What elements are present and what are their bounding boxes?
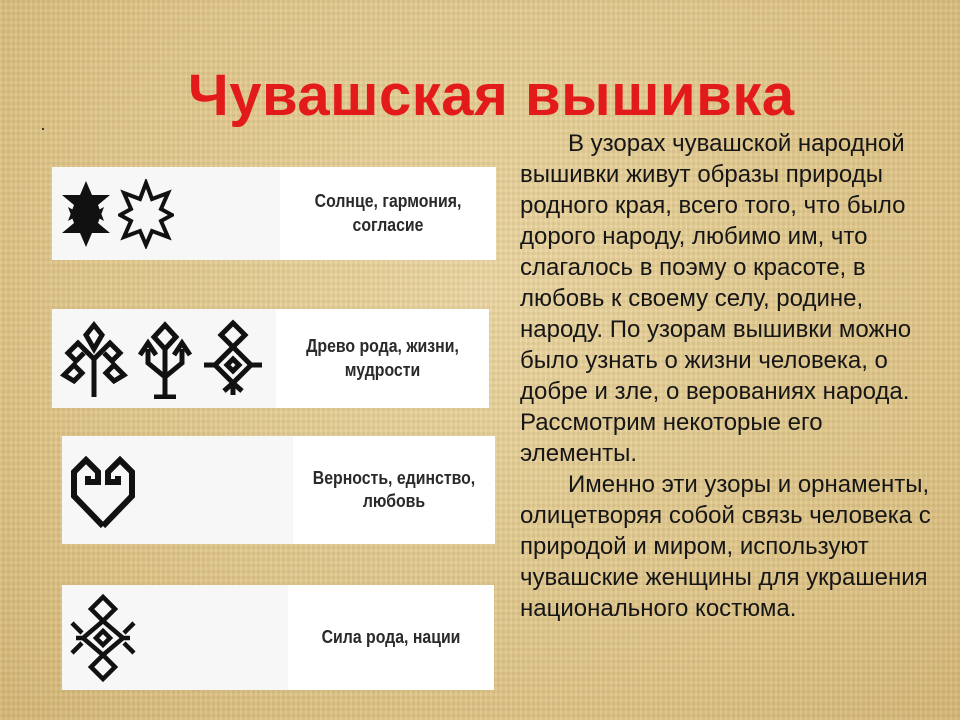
page-title: Чувашская вышивка (188, 63, 795, 128)
symbol-glyphs (62, 436, 293, 544)
symbol-label: Древо рода, жизни, мудрости (306, 336, 459, 380)
symbol-card-kin (62, 585, 494, 690)
symbol-glyphs (52, 167, 280, 260)
symbol-label: Верность, единство, любовь (312, 467, 476, 511)
star-square-icon (58, 179, 114, 249)
symbol-label: Солнце, гармония, согласие (314, 191, 462, 235)
tree-of-life-icon (58, 319, 130, 399)
heart-spiral-icon (68, 450, 138, 530)
tree-ornament-icon (200, 319, 266, 399)
description-paragraph: В узорах чувашской народной вышивки живут образы природы родного края, всего того, что было дорого народу, любимо им, что слагалось в поэму о красоте, в любовь к своему селу, родине, народу. По узорам вышивки можно было узнать о жизни человека, о добре и зле, о верованиях народа. Рассмотрим некоторые его элементы. (520, 130, 912, 467)
symbol-glyphs (52, 309, 276, 408)
symbol-label: Сила рода, нации (321, 626, 461, 647)
symbol-card-sun (52, 167, 496, 260)
description-text (520, 128, 940, 720)
tree-of-family-icon (134, 319, 196, 399)
symbol-card-heart (62, 436, 495, 544)
eight-point-star-icon (118, 179, 174, 249)
symbol-card-tree (52, 309, 489, 408)
kin-strength-ornament-icon (68, 593, 138, 683)
symbol-glyphs (62, 585, 288, 690)
bullet-dot: · (40, 118, 46, 138)
description-paragraph: Именно эти узоры и орнаменты, олицетворяя собой связь человека с природой и миром, используют чувашские женщины для украшения национального костюма. (520, 471, 931, 622)
